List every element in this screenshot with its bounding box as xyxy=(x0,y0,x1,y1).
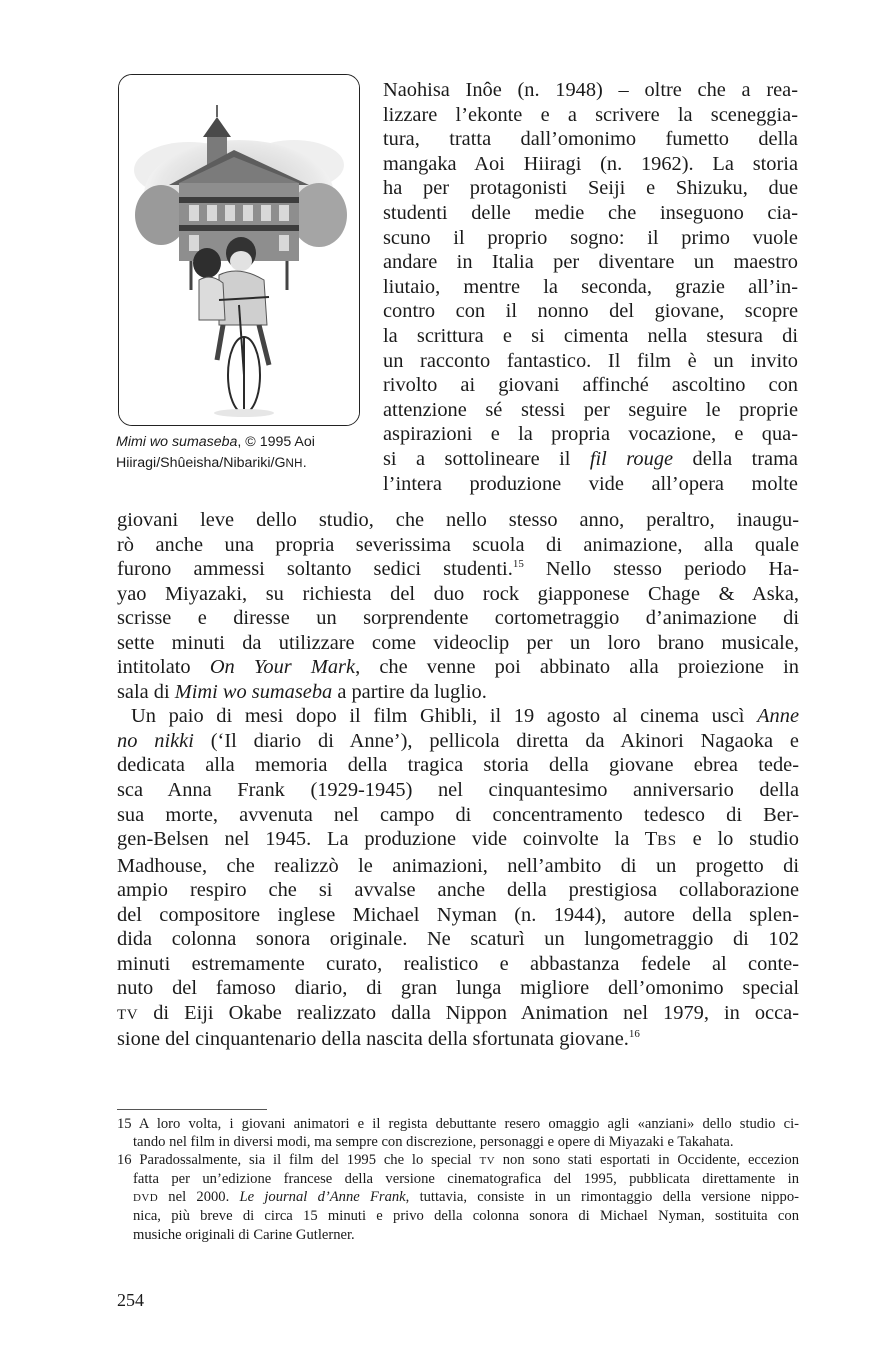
text-line: yao Miyazaki, su richiesta del duo rock giapponese Chage & Aska, xyxy=(117,582,799,605)
text-line: dida colonna sonora originale. Ne scaturì un lungometraggio di 102 xyxy=(117,928,799,951)
text-line: mangaka Aoi Hiiragi (n. 1962). La storia xyxy=(383,152,798,175)
footnote-16 xyxy=(117,1151,799,1243)
footnote-line: nica, più breve di circa 15 minuti e privo della colonna sonora di Michael Nyman, sostituita con xyxy=(133,1208,799,1225)
footnote-line: DVD nel 2000. Le journal d’Anne Frank, tuttavia, consiste in un rimontaggio della versione nippo- xyxy=(133,1189,799,1206)
italic-term: fil rouge xyxy=(589,447,674,470)
footnote-15 xyxy=(117,1115,799,1151)
text-line: dedicata alla memoria della tragica storia della giovane ebrea tede- xyxy=(117,754,799,777)
footnote-line: musiche originali di Carine Gutlerner. xyxy=(133,1226,355,1243)
wrapped-text-column xyxy=(383,78,798,496)
text-line: rivolto ai giovani affinché ascoltino con xyxy=(383,374,798,397)
footnote-line: 16 Paradossalmente, sia il film del 1995 che lo special TV non sono stati esportati in Occidente, eccezion xyxy=(117,1152,799,1169)
text-line: liutaio, mentre la seconda, grazie all’in- xyxy=(383,275,798,298)
text-line-fil-rouge: si a sottolineare il fil rouge della trama xyxy=(383,447,798,470)
figure-caption xyxy=(116,432,366,475)
text-line: furono ammessi soltanto sedici studenti.$^{15}$ Nello stesso periodo Ha- xyxy=(117,558,800,581)
text-line: tura, tratta dall’omonimo fumetto della xyxy=(383,128,798,151)
text-line: l’intera produzione vide all’opera molte xyxy=(383,472,798,495)
text-line: minuti estremamente curato, realistico e abbastanza fedele al conte- xyxy=(117,952,799,975)
paragraph-2 xyxy=(117,704,799,1052)
text-line: un racconto fantastico. Il film è un invito xyxy=(383,349,798,372)
footnote-line: fatta per un’edizione francese della versione cinematografica del 1995, pubblicata direttamente in xyxy=(133,1171,799,1188)
italic-title: Anne xyxy=(757,705,799,728)
text-line: sette minuti da utilizzare come videoclip per un loro brano musicale, xyxy=(117,631,799,654)
text-line: studenti delle medie che inseguono cia- xyxy=(383,201,798,224)
footnote-separator xyxy=(117,1109,267,1110)
italic-title: Mimi wo sumaseba xyxy=(174,680,333,703)
footnote-ref-16[interactable]: 16 xyxy=(628,1028,640,1041)
footnote-line: 15 A loro volta, i giovani animatori e il regista debuttante resero omaggio agli «anziani» dello studio ci- xyxy=(117,1116,799,1132)
text-line: andare in Italia per diventare un maestro xyxy=(383,251,798,274)
caption-film-title: Mimi wo sumaseba xyxy=(116,434,238,450)
text-line: la scrittura e si cimenta nella stesura di xyxy=(383,324,798,347)
text-line: aspirazioni e la propria vocazione, e qua- xyxy=(383,423,798,446)
text-line: no nikki (‘Il diario di Anne’), pellicola diretta da Akinori Nagaoka e xyxy=(117,729,799,752)
text-line: scrisse e diresse un sorprendente cortometraggio d’animazione di xyxy=(117,607,799,630)
text-line: nuto del famoso diario, di gran lunga migliore dell’omonimo special xyxy=(117,977,799,1000)
italic-title: Le journal d’Anne Frank xyxy=(239,1189,406,1206)
text-line: sione del cinquantenario della nascita della sfortunata giovane.$^{16}$ xyxy=(117,1028,640,1051)
text-line: attenzione sé stessi per seguire le proprie xyxy=(383,398,798,421)
text-line: contro con il nonno del giovane, scopre xyxy=(383,300,798,323)
text-line: sca Anna Frank (1929-1945) nel cinquantesimo anniversario della xyxy=(117,779,799,802)
text-line: sua morte, avvenuta nel campo di concentramento tedesco di Ber- xyxy=(117,803,799,826)
text-line: gen-Belsen nel 1945. La produzione vide coinvolte la TBS e lo studio xyxy=(117,828,799,851)
text-line: giovani leve dello studio, che nello stesso anno, peraltro, inaugu- xyxy=(117,509,799,531)
film-still-illustration xyxy=(118,74,360,426)
footnote-ref-15[interactable]: 15 xyxy=(512,558,524,571)
footnote-line: tando nel film in diversi modi, ma sempre con discrezione, personaggi e opere di Miyazaki e Takahata. xyxy=(133,1134,734,1151)
text-line: intitolato On Your Mark, che venne poi abbinato alla proiezione in xyxy=(117,656,799,679)
paragraph-1 xyxy=(117,508,799,704)
text-line: lizzare l’ekonte e a scrivere la sceneggia- xyxy=(383,103,798,126)
caption-line-2: Hiiragi/Shûeisha/Nibariki/GNH. xyxy=(116,455,307,471)
text-line: del compositore inglese Michael Nyman (n. 1944), autore della splen- xyxy=(117,903,799,926)
caption-line-1: Mimi wo sumaseba, © 1995 Aoi xyxy=(116,434,315,450)
text-line: ha per protagonisti Seiji e Shizuku, due xyxy=(383,177,798,200)
text-line: Madhouse, che realizzò le animazioni, nell’ambito di un progetto di xyxy=(117,854,799,877)
text-line: ampio respiro che si avvalse anche della prestigiosa collaborazione xyxy=(117,879,799,902)
text-line: Naohisa Inôe (n. 1948) – oltre che a rea- xyxy=(383,79,798,101)
footnotes xyxy=(117,1115,799,1244)
text-line: sala di Mimi wo sumaseba a partire da luglio. xyxy=(117,680,487,703)
main-text xyxy=(117,508,799,1052)
text-line: scuno il proprio sogno: il primo vuole xyxy=(383,226,798,249)
page-number: 254 xyxy=(117,1290,144,1310)
house-and-bicycle-illustration xyxy=(119,75,359,425)
text-line: TV di Eiji Okabe realizzato dalla Nippon Animation nel 1979, in occa- xyxy=(117,1001,799,1024)
italic-title: On Your Mark xyxy=(209,656,356,679)
text-line: Un paio di mesi dopo il film Ghibli, il 19 agosto al cinema uscì Anne xyxy=(131,705,799,728)
text-line: rò anche una propria severissima scuola di animazione, alla quale xyxy=(117,533,799,556)
italic-title: no nikki xyxy=(117,729,194,752)
